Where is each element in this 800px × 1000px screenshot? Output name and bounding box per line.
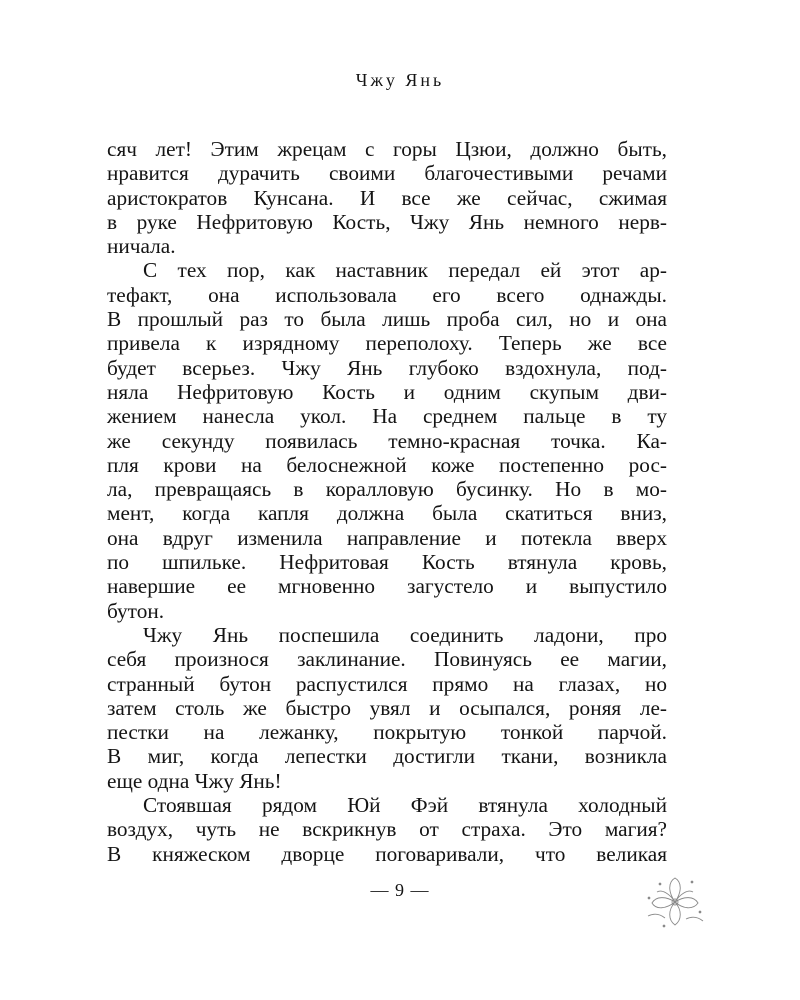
text-line: навершие ее мгновенно загустело и выпустило xyxy=(107,574,667,599)
text-line: затем столь же быстро увял и осыпался, роняя ле- xyxy=(107,695,667,720)
text-line: будет всерьез. Чжу Янь глубоко вздохнула, под- xyxy=(107,355,667,380)
text-line: ничала. xyxy=(107,234,176,259)
text-line: В княжеском дворце поговаривали, что великая xyxy=(107,841,667,866)
text-line: пестки на лежанку, покрытую тонкой парчой. xyxy=(107,720,667,745)
text-line: С тех пор, как наставник передал ей этот ар- xyxy=(143,258,667,283)
text-line: В прошлый раз то была лишь проба сил, но и она xyxy=(107,307,667,332)
text-line: мент, когда капля должна была скатиться вниз, xyxy=(107,501,667,526)
text-line: пля крови на белоснежной коже постепенно рос- xyxy=(107,452,667,477)
text-line: в руке Нефритовую Кость, Чжу Янь немного нерв- xyxy=(107,209,667,234)
text-line: привела к изрядному переполоху. Теперь же все xyxy=(107,331,667,356)
text-line: бутон. xyxy=(107,598,165,623)
body-text xyxy=(107,137,667,866)
text-line: Стоявшая рядом Юй Фэй втянула холодный xyxy=(143,793,667,818)
text-line: аристократов Кунсана. И все же сейчас, сжимая xyxy=(107,185,667,210)
text-line: еще одна Чжу Янь! xyxy=(107,768,282,793)
text-line: нравится дурачить своими благочестивыми речами xyxy=(107,161,667,186)
page-number: — 9 — xyxy=(370,880,430,900)
running-title: Чжу Янь xyxy=(355,70,445,90)
text-line: ла, превращаясь в коралловую бусинку. Но в мо- xyxy=(107,477,667,502)
text-line: В миг, когда лепестки достигли ткани, возникла xyxy=(107,744,667,769)
text-line: странный бутон распустился прямо на глазах, но xyxy=(107,671,667,696)
text-line: воздух, чуть не вскрикнув от страха. Это магия? xyxy=(107,817,667,842)
text-line: сяч лет! Этим жрецам с горы Цзюи, должно быть, xyxy=(107,137,667,161)
text-line: она вдруг изменила направление и потекла вверх xyxy=(107,525,667,550)
text-line: Чжу Янь поспешила соединить ладони, про xyxy=(143,622,667,647)
flower-ornament-icon xyxy=(640,872,710,932)
text-line: няла Нефритовую Кость и одним скупым дви- xyxy=(107,379,667,404)
text-line: жением нанесла укол. На среднем пальце в ту xyxy=(107,404,667,429)
text-line: тефакт, она использовала его всего однажды. xyxy=(107,282,667,307)
text-line: же секунду появилась темно-красная точка. Ка- xyxy=(107,428,667,453)
text-line: по шпильке. Нефритовая Кость втянула кровь, xyxy=(107,550,667,575)
text-line: себя произнося заклинание. Повинуясь ее магии, xyxy=(107,647,667,672)
